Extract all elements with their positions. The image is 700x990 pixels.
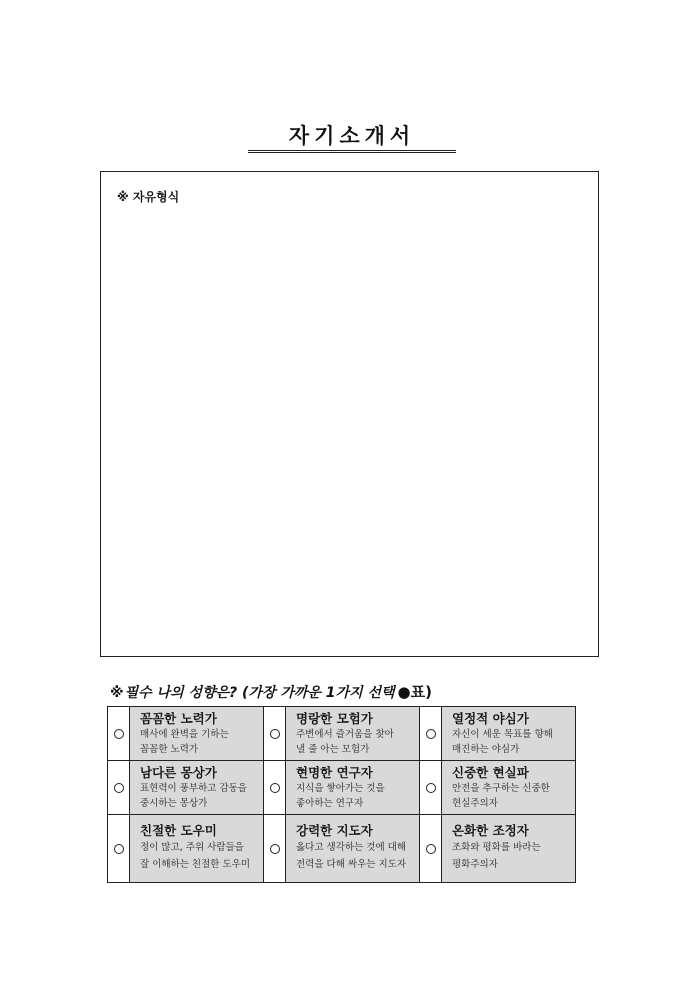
option-text-cell [286, 761, 420, 815]
option-title: 남다른 몽상가 [140, 765, 217, 780]
option-description: 꼼꼼한 노력가 [140, 744, 199, 755]
option-radio-cell[interactable] [420, 761, 442, 815]
radio-button[interactable] [114, 844, 124, 854]
option-title: 현명한 연구자 [296, 765, 373, 780]
option-radio-cell[interactable] [108, 815, 130, 883]
option-description: 좋아하는 연구자 [296, 798, 364, 809]
radio-button[interactable] [270, 783, 280, 793]
radio-button[interactable] [270, 729, 280, 739]
radio-button[interactable] [426, 729, 436, 739]
option-description: 낼 줄 아는 모험가 [296, 744, 370, 755]
option-text-cell [130, 761, 264, 815]
option-description: 조화와 평화를 바라는 [452, 842, 541, 853]
title-underline [248, 120, 456, 153]
option-title: 강력한 지도자 [296, 823, 373, 838]
option-text-cell [442, 707, 576, 761]
option-description: 잘 이해하는 친절한 도우미 [140, 859, 251, 870]
question-text: 필수 나의 성향은? (가장 가까운 1가지 선택 [124, 685, 395, 701]
option-title: 신중한 현실파 [452, 765, 529, 780]
option-radio-cell[interactable] [264, 707, 286, 761]
radio-button[interactable] [270, 844, 280, 854]
option-description: 정이 많고, 주위 사람들을 [140, 842, 244, 853]
options-row [108, 707, 576, 761]
radio-button[interactable] [426, 783, 436, 793]
option-description: 안전을 추구하는 신중한 [452, 783, 550, 794]
option-title: 명랑한 모험가 [296, 711, 373, 726]
option-radio-cell[interactable] [108, 761, 130, 815]
option-description: 옳다고 생각하는 것에 대해 [296, 842, 407, 853]
option-description: 표현력이 풍부하고 감동을 [140, 783, 247, 794]
option-description: 중시하는 몽상가 [140, 798, 208, 809]
page-title: 자기소개서 [288, 124, 416, 148]
option-description: 매사에 완벽을 기하는 [140, 729, 229, 740]
radio-button[interactable] [114, 729, 124, 739]
option-text-cell [130, 707, 264, 761]
option-title: 열정적 야심가 [452, 711, 529, 726]
option-description: 주변에서 즐거움을 찾아 [296, 729, 394, 740]
free-form-writing-box[interactable] [100, 171, 599, 657]
option-radio-cell[interactable] [108, 707, 130, 761]
radio-button[interactable] [426, 844, 436, 854]
reference-mark: ※ [110, 685, 124, 701]
options-row [108, 761, 576, 815]
option-text-cell [442, 815, 576, 883]
option-description: 매진하는 야심가 [452, 744, 520, 755]
option-text-cell [130, 815, 264, 883]
option-description: 전력을 다해 싸우는 지도자 [296, 859, 407, 870]
option-title: 친절한 도우미 [140, 823, 217, 838]
option-radio-cell[interactable] [420, 707, 442, 761]
option-description: 현실주의자 [452, 798, 498, 809]
free-form-label: ※ 자유형식 [117, 190, 180, 204]
option-description: 평화주의자 [452, 859, 498, 870]
option-radio-cell[interactable] [264, 761, 286, 815]
option-description: 자신이 세운 목표를 향해 [452, 729, 553, 740]
option-description: 지식을 쌓아가는 것을 [296, 783, 385, 794]
radio-button[interactable] [114, 783, 124, 793]
option-radio-cell[interactable] [264, 815, 286, 883]
option-text-cell [286, 707, 420, 761]
options-row [108, 815, 576, 883]
personality-options-table [107, 706, 576, 883]
option-text-cell [286, 815, 420, 883]
personality-question [110, 681, 432, 702]
option-title: 온화한 조정자 [452, 823, 529, 838]
option-text-cell [442, 761, 576, 815]
selection-marker-text: ●표) [397, 683, 432, 701]
option-title: 꼼꼼한 노력가 [140, 711, 217, 726]
option-radio-cell[interactable] [420, 815, 442, 883]
